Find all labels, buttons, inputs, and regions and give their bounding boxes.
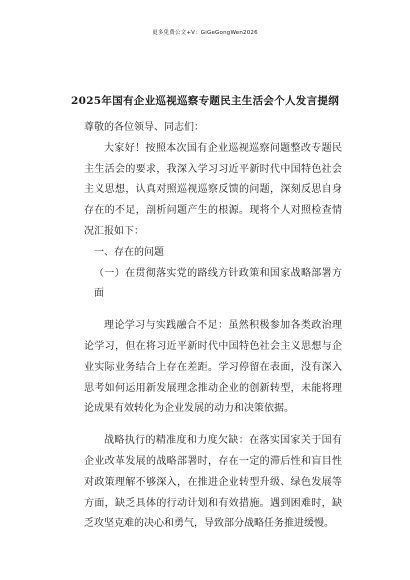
paragraph-strategy-execution: 战略执行的精准度和力度欠缺：在落实国家关于国有企业改革发展的战略部署时，存在一定的滞后性和盲目性对政策理解不够深入，在推进企业转型升级、绿色发展等方面，缺乏具体的行动计划和有效措施。遇到困难时，缺乏攻坚克难的决心和勇气，导致部分战略任务推进缓慢。 — [84, 435, 342, 530]
header-note: 更多免费公文+V：GiGeGongWen2026 — [152, 30, 258, 36]
intro-paragraph: 大家好！按照本次国有企业巡视巡察问题整改专题民主生活会的要求，我深入学习习近平新时代中国特色社会主义思想，认真对照巡视巡察反馈的问题，深刻反思自身存在的不足，剖析问题产生的根源。现将个人对照检查情况汇报如下： — [84, 142, 342, 237]
salutation: 尊敬的各位领导、同志们： — [84, 122, 204, 133]
paragraph-theory-practice: 理论学习与实践融合不足：虽然积极参加各类政治理论学习，但在将习近平新时代中国特色社会主义思想与企业实际业务结合上存在差距。学习停留在表面，没有深入思考如何运用新发展理念推动企业的创新转型，未能将理论成果有效转化为企业发展的动力和决策依据。 — [84, 320, 342, 415]
section-heading-problems: 一、存在的问题 — [94, 246, 164, 258]
subsection-heading-policy: （一）在贯彻落实党的路线方针政策和国家战略部署方面 — [94, 267, 342, 300]
document-title: 2025年国有企业巡视巡察专题民主生活会个人发言提纲 — [70, 95, 340, 107]
document-body — [84, 118, 342, 535]
